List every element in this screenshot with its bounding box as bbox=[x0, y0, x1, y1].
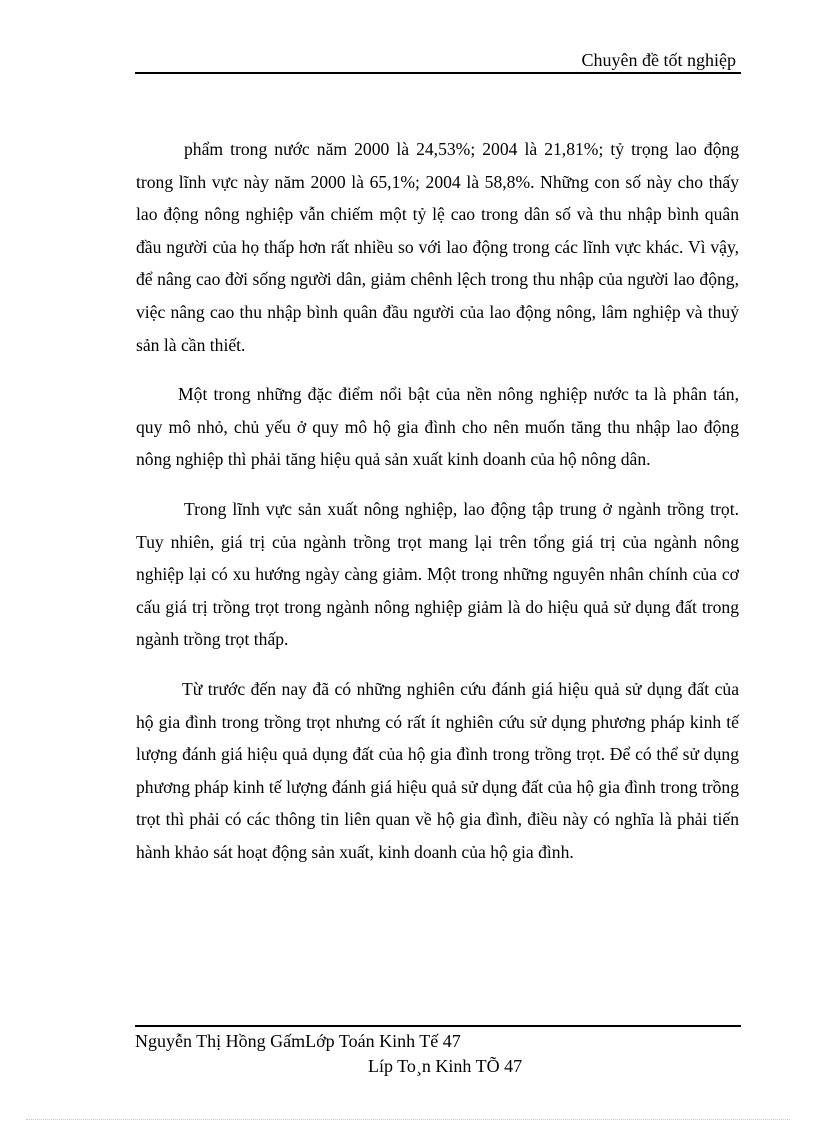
footer-divider bbox=[135, 1025, 741, 1027]
header-title: Chuyên đề tốt nghiệp bbox=[581, 50, 736, 70]
footer-author-class: Nguyễn Thị Hồng GấmLớp Toán Kinh Tế 47 bbox=[135, 1031, 461, 1051]
header-divider bbox=[135, 72, 741, 74]
paragraph-3: Trong lĩnh vực sản xuất nông nghiệp, lao động tập trung ở ngành trồng trọt. Tuy nhiên, giá trị của ngành trồng trọt mang lại trên tổng giá trị của ngành nông nghiệp lại có xu hướng ngày càng giảm. Một trong những nguyên nhân chính của cơ cấu giá trị trồng trọt trong ngành nông nghiệp giảm là do hiệu quả sử dụng đất trong ngành trồng trọt thấp. bbox=[136, 498, 739, 650]
page-boundary bbox=[26, 1119, 790, 1120]
document-body bbox=[136, 133, 739, 885]
footer-class-garbled: Líp To¸n Kinh TÕ 47 bbox=[368, 1056, 523, 1076]
paragraph-1: phẩm trong nước năm 2000 là 24,53%; 2004 là 21,81%; tỷ trọng lao động trong lĩnh vực này năm 2000 là 65,1%; 2004 là 58,8%. Những con số này cho thấy lao động nông nghiệp vẫn chiếm một tỷ lệ cao trong dân số và thu nhập bình quân đầu người của họ thấp hơn rất nhiều so với lao động trong các lĩnh vực khác. Vì vậy, để nâng cao đời sống người dân, giảm chênh lệch trong thu nhập của người lao động, việc nâng cao thu nhập bình quân đầu người của lao động nông, lâm nghiệp và thuỷ sản là cần thiết. bbox=[136, 139, 739, 355]
paragraph-2: Một trong những đặc điểm nổi bật của nền nông nghiệp nước ta là phân tán, quy mô nhỏ, chủ yếu ở quy mô hộ gia đình cho nên muốn tăng thu nhập lao động nông nghiệp thì phải tăng hiệu quả sản xuất kinh doanh của hộ nông dân. bbox=[136, 384, 739, 470]
paragraph-4: Từ trước đến nay đã có những nghiên cứu đánh giá hiệu quả sử dụng đất của hộ gia đình trong trồng trọt nhưng có rất ít nghiên cứu sử dụng phương pháp kinh tế lượng đánh giá hiệu quả dụng đất của hộ gia đình trong trồng trọt. Để có thể sử dụng phương pháp kinh tế lượng đánh giá hiệu quả sử dụng đất của hộ gia đình trong trồng trọt thì phải có các thông tin liên quan về hộ gia đình, điều này có nghĩa là phải tiến hành khảo sát hoạt động sản xuất, kinh doanh của hộ gia đình. bbox=[136, 678, 739, 862]
